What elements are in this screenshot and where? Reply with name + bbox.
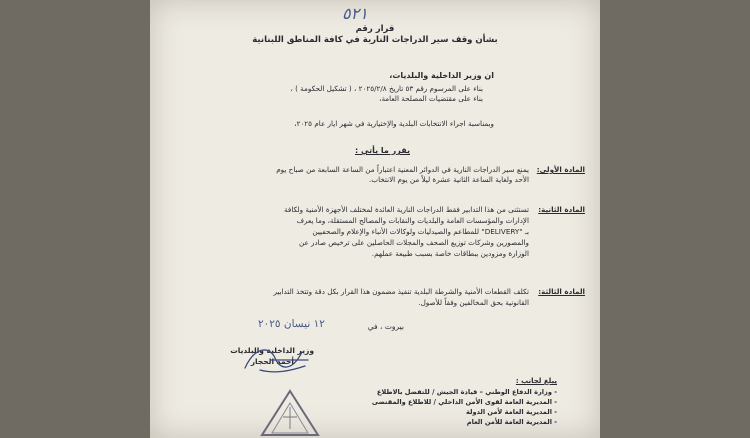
decision-heading: يقرر ما يأتي : xyxy=(355,146,410,155)
preamble-line-1: بناء على المرسوم رقم ٥٣ تاريخ ٢٠٢٥/٢/٨ ، ( تشكيل الحكومة ) ، xyxy=(290,84,483,93)
document-title: بشأن وقف سير الدراجات النارية في كافة المناطق اللبنانية xyxy=(252,35,498,45)
article-2-line-5: الوزارة ومزودين ببطاقات خاصة بسبب طبيعة عملهم. xyxy=(371,249,529,258)
official-stamp xyxy=(255,385,325,438)
handwritten-decision-number: ٥٢١ xyxy=(342,4,368,23)
handwritten-date: ١٢ نيسان ٢٠٢٥ xyxy=(258,318,325,330)
handwritten-signature xyxy=(230,338,320,378)
distribution-item-1: - وزارة الدفاع الوطني – قيادة الجيش / للتفضل بالاطلاع xyxy=(376,388,557,396)
minister-intro: ان وزير الداخلية والبلديات، xyxy=(389,71,494,80)
distribution-item-4: - المديرية العامة للأمن العام xyxy=(466,418,557,426)
preamble-line-3: وبمناسبة اجراء الانتخابات البلدية والإختيارية في شهر ايار عام ٢٠٢٥، xyxy=(294,119,494,128)
article-2-line-4: والمصورين وشركات توزيع الصحف والمجلات الحاصلين على ترخيص صادر عن xyxy=(298,238,529,247)
decision-number-heading: قرار رقم xyxy=(355,24,395,34)
signature-name: أحمد الحجار xyxy=(250,357,294,366)
article-3-line-2: القانونية بحق المخالفين وفقاً للأصول. xyxy=(418,298,529,307)
article-2-line-1: تستثنى من هذا التدابير فقط الدراجات النارية العائدة لمختلف الأجهزة الأمنية ولكافة xyxy=(284,205,529,214)
place-label: بيروت ، في xyxy=(367,322,404,331)
preamble-line-2: بناء على مقتضيات المصلحة العامة، xyxy=(379,94,483,103)
article-3-label: المادة الثالثة: xyxy=(538,287,585,296)
signature-title: وزير الداخلية والبلديات xyxy=(230,346,314,355)
article-1-line-2: الأحد ولغاية الساعة الثانية عشرة ليلاً من يوم الانتخاب. xyxy=(369,175,529,184)
article-1-line-1: يمنع سير الدراجات النارية في الدوائر المعنية اعتباراً من الساعة السابعة من صباح يوم xyxy=(276,165,529,174)
article-2-label: المادة الثانية: xyxy=(538,205,585,214)
distribution-item-2: - المديرية العامة لقوى الأمن الداخلي / للاطلاع والمقتضى xyxy=(371,398,557,406)
distribution-heading: يبلغ لجانب : xyxy=(515,377,557,385)
distribution-item-3: - المديرية العامة لأمن الدولة xyxy=(466,408,557,416)
document-page xyxy=(150,0,600,438)
article-3-line-1: تكلف القطعات الأمنية والشرطة البلدية تنفيذ مضمون هذا القرار بكل دقة وتتخذ التدابير xyxy=(273,287,529,296)
article-1-label: المادة الأولى: xyxy=(536,165,585,174)
article-2-line-2: الإدارات والمؤسسات العامة والبلديات والنقابات والمصالح المستقلة، وما يعرف xyxy=(296,216,529,225)
article-2-line-3: بـ "DELIVERY" للمطاعم والصيدليات ولوكالات الأنباء والإعلام والصحفيين xyxy=(312,227,529,236)
